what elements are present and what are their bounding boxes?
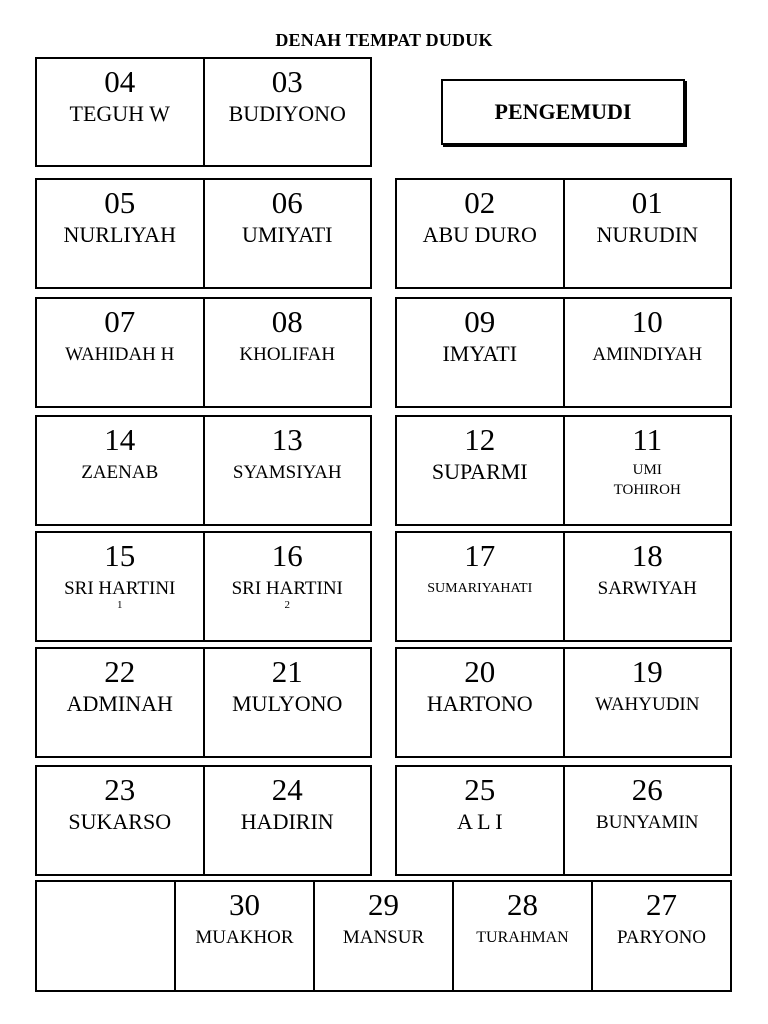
seat-number: 06: [271, 185, 303, 220]
seat-empty: [37, 882, 176, 990]
seat-02: [397, 180, 565, 287]
seat-name: SRI HARTINI: [64, 578, 176, 599]
seat-number: 28: [507, 887, 538, 922]
seat-name: SUMARIYAHATI: [427, 581, 533, 596]
seat-name: TURAHMAN: [476, 929, 569, 946]
seat-block-left-row4: [35, 415, 372, 526]
seat-number: 03: [271, 64, 303, 99]
seat-number: 19: [631, 654, 663, 689]
seat-number: 24: [271, 772, 303, 807]
seat-name-line1: UMI: [632, 462, 662, 478]
seat-name: SUKARSO: [68, 809, 172, 834]
seat-number: 27: [646, 887, 677, 922]
seat-block-left-row6: [35, 647, 372, 758]
seat-name: TEGUH W: [69, 101, 170, 126]
seat-number: 14: [104, 422, 136, 457]
seat-number: 04: [104, 64, 136, 99]
seat-number: 12: [464, 422, 496, 457]
seat-24: [205, 767, 371, 874]
seat-number: 22: [104, 654, 136, 689]
seat-12: [397, 417, 565, 524]
seat-25: [397, 767, 565, 874]
seat-07: [37, 299, 205, 406]
seat-17: [397, 533, 565, 640]
seat-21: [205, 649, 371, 756]
seat-block-right-row6: [395, 647, 732, 758]
seat-name: SUPARMI: [431, 459, 528, 484]
seat-block-right-row5: [395, 531, 732, 642]
seat-block-right-row7: [395, 765, 732, 876]
seat-14: [37, 417, 205, 524]
seat-03: [205, 59, 371, 165]
seat-name: KHOLIFAH: [239, 344, 336, 365]
seat-block-left-row7: [35, 765, 372, 876]
seat-number: 07: [104, 304, 136, 339]
seat-name: UMIYATI: [242, 222, 333, 247]
seat-name: HADIRIN: [240, 809, 334, 834]
seat-26: [565, 767, 731, 874]
seat-23: [37, 767, 205, 874]
seat-number: 01: [631, 185, 663, 220]
seat-number: 16: [271, 538, 303, 573]
seat-block-right-row2: [395, 178, 732, 289]
seat-name: NURUDIN: [596, 222, 698, 247]
seat-block-left-row3: [35, 297, 372, 408]
seat-19: [565, 649, 731, 756]
seat-05: [37, 180, 205, 287]
seat-number: 02: [464, 185, 496, 220]
seat-number: 15: [104, 538, 136, 573]
seat-09: [397, 299, 565, 406]
seat-15: [37, 533, 205, 640]
seat-04: [37, 59, 205, 165]
seat-name: SYAMSIYAH: [232, 462, 342, 483]
seat-13: [205, 417, 371, 524]
seat-name: NURLIYAH: [63, 222, 176, 247]
seat-name: IMYATI: [442, 341, 518, 366]
seat-name: ADMINAH: [66, 691, 173, 716]
seat-22: [37, 649, 205, 756]
seat-01: [565, 180, 731, 287]
seat-16: [205, 533, 371, 640]
seat-block-left-row1: [35, 57, 372, 167]
seat-28: [454, 882, 593, 990]
seat-number: 09: [464, 304, 496, 339]
seat-name: SARWIYAH: [597, 578, 697, 599]
seat-20: [397, 649, 565, 756]
seat-name: SRI HARTINI: [231, 578, 343, 599]
seat-10: [565, 299, 731, 406]
seat-06: [205, 180, 371, 287]
seat-name: BUDIYONO: [228, 101, 346, 126]
seat-name: WAHIDAH H: [65, 344, 175, 365]
seat-name: ZAENAB: [81, 462, 159, 483]
seat-name-suffix: 1: [117, 599, 123, 611]
seat-11: [565, 417, 731, 524]
driver-box: PENGEMUDI: [441, 79, 685, 145]
seat-name-line2: TOHIROH: [613, 482, 681, 498]
seat-number: 23: [104, 772, 136, 807]
seat-name: AMINDIYAH: [592, 344, 703, 365]
seat-number: 13: [271, 422, 303, 457]
seat-block-back-row: [35, 880, 732, 992]
seat-block-left-row5: [35, 531, 372, 642]
seat-30: [176, 882, 315, 990]
seat-name: WAHYUDIN: [595, 694, 700, 715]
seat-number: 05: [104, 185, 136, 220]
seat-29: [315, 882, 454, 990]
seat-name: MULYONO: [232, 691, 343, 716]
seat-18: [565, 533, 731, 640]
seat-number: 25: [464, 772, 496, 807]
seat-number: 26: [631, 772, 663, 807]
seat-name: BUNYAMIN: [596, 812, 699, 833]
seat-number: 30: [229, 887, 260, 922]
seat-block-right-row4: [395, 415, 732, 526]
seat-name: PARYONO: [616, 927, 707, 948]
seat-number: 17: [464, 538, 496, 573]
seat-name: A L I: [456, 809, 503, 834]
seat-08: [205, 299, 371, 406]
seat-name: HARTONO: [426, 691, 533, 716]
seat-number: 08: [271, 304, 303, 339]
seat-number: 29: [368, 887, 399, 922]
seat-number: 10: [631, 304, 663, 339]
seat-block-right-row3: [395, 297, 732, 408]
seat-number: 11: [632, 422, 663, 457]
seat-name: ABU DURO: [422, 222, 537, 247]
seat-block-left-row2: [35, 178, 372, 289]
seat-number: 18: [631, 538, 663, 573]
seat-name-suffix: 2: [284, 599, 290, 611]
seat-name: MANSUR: [342, 927, 425, 948]
page-title: DENAH TEMPAT DUDUK: [275, 30, 493, 50]
seat-27: [593, 882, 730, 990]
seat-number: 21: [271, 654, 303, 689]
seat-number: 20: [464, 654, 496, 689]
seat-name: MUAKHOR: [195, 927, 294, 948]
